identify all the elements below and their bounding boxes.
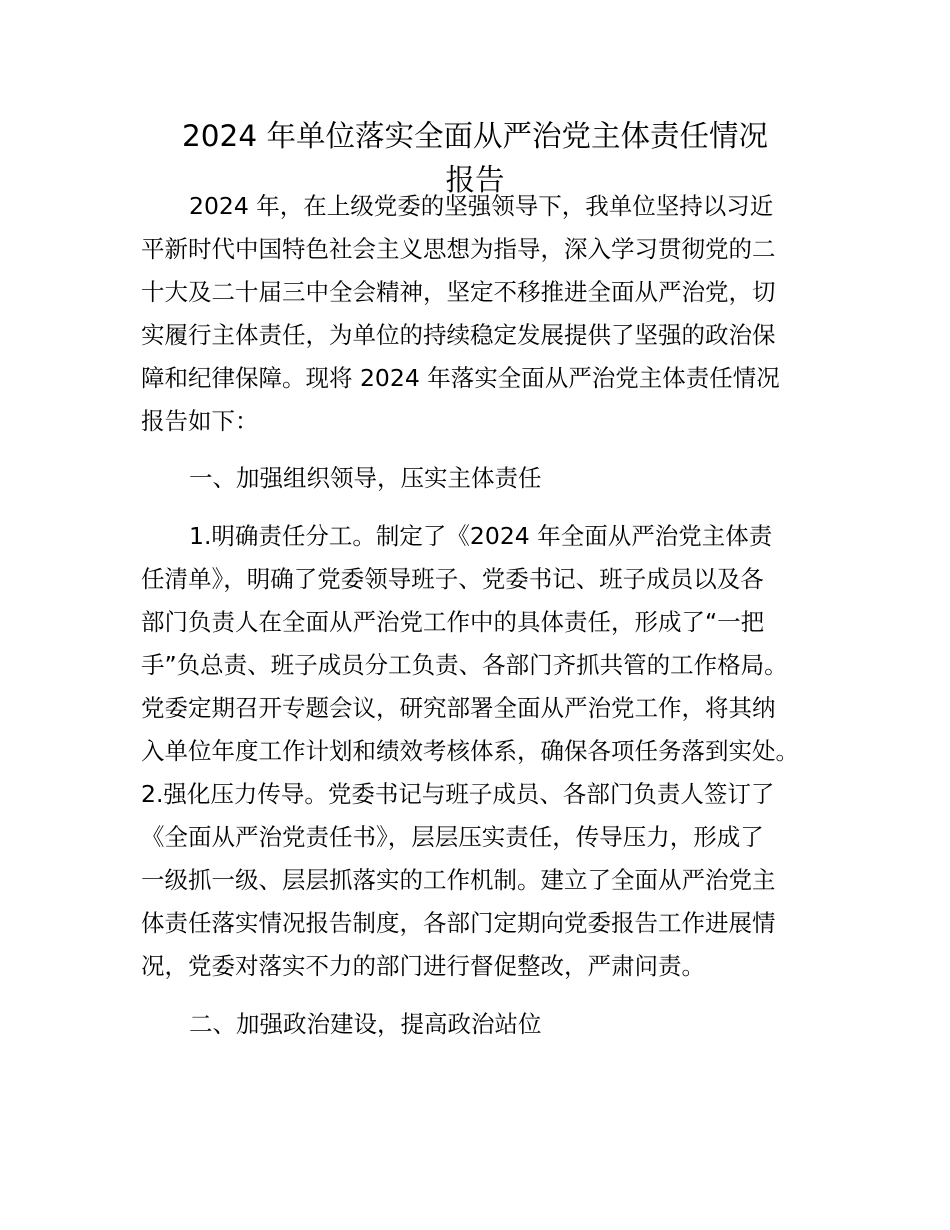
intro-line-5: 障和纪律保障。现将 2024 年落实全面从严治党主体责任情况: [141, 364, 780, 392]
item-2-line-4: 体责任落实情况报告制度，各部门定期向党委报告工作进展情: [141, 909, 776, 937]
item-1-line-3: 部门负责人在全面从严治党工作中的具体责任，形成了“一把: [141, 608, 765, 636]
item-2-line-2: 《全面从严治党责任书》，层层压实责任，传导压力，形成了: [141, 823, 764, 851]
intro-line-6: 报告如下：: [141, 407, 259, 435]
document-title-line-1: 2024 年单位落实全面从严治党主体责任情况: [182, 119, 768, 153]
item-1-line-2: 任清单》，明确了党委领导班子、党委书记、班子成员以及各: [141, 565, 764, 593]
section-heading-2: 二、加强政治建设，提高政治站位: [189, 1010, 542, 1038]
item-1-line-6: 入单位年度工作计划和绩效考核体系，确保各项任务落到实处。: [141, 737, 799, 765]
item-1-line-1: 1.明确责任分工。制定了《2024 年全面从严治党主体责: [189, 522, 773, 550]
item-1-line-5: 党委定期召开专题会议，研究部署全面从严治党工作，将其纳: [141, 694, 776, 722]
intro-line-1: 2024 年，在上级党委的坚强领导下，我单位坚持以习近: [189, 192, 774, 220]
item-2-line-3: 一级抓一级、层层抓落实的工作机制。建立了全面从严治党主: [141, 866, 776, 894]
intro-line-2: 平新时代中国特色社会主义思想为指导，深入学习贯彻党的二: [141, 235, 776, 263]
item-2-line-1: 2.强化压力传导。党委书记与班子成员、各部门负责人签订了: [141, 780, 775, 808]
item-2-line-5: 况，党委对落实不力的部门进行督促整改，严肃问责。: [141, 952, 705, 980]
document-title-line-2: 报告: [445, 163, 505, 197]
item-1-line-4: 手”负总责、班子成员分工负责、各部门齐抓共管的工作格局。: [141, 651, 788, 679]
intro-line-3: 十大及二十届三中全会精神，坚定不移推进全面从严治党，切: [141, 278, 776, 306]
section-heading-1: 一、加强组织领导，压实主体责任: [189, 464, 542, 492]
intro-line-4: 实履行主体责任，为单位的持续稳定发展提供了坚强的政治保: [141, 321, 776, 349]
